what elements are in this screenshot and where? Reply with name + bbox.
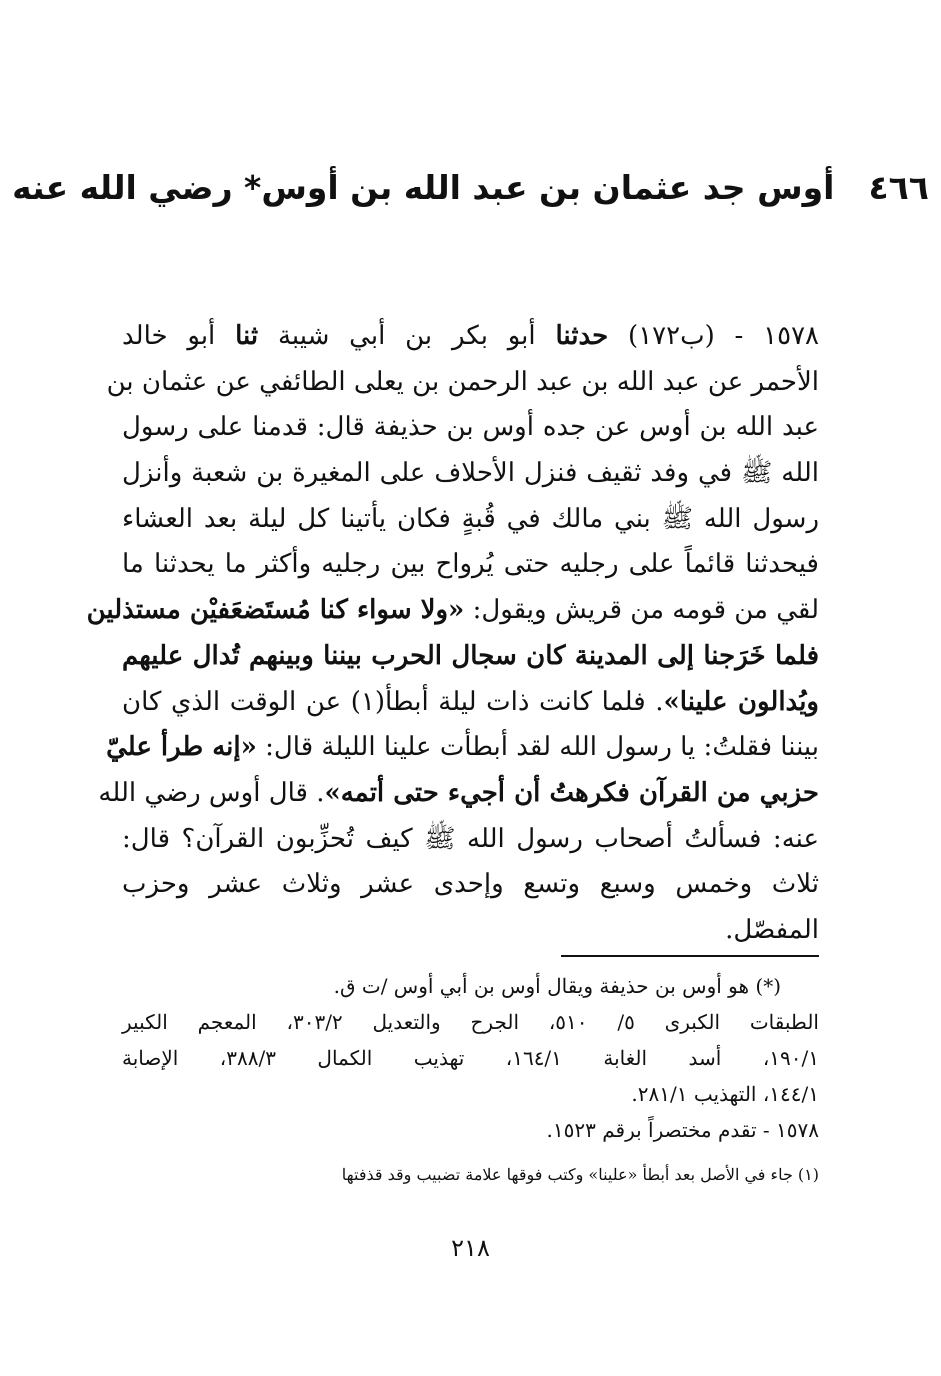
text-run: لقي من قومه من قريش ويقول:	[464, 595, 819, 626]
text-line	[86, 588, 819, 634]
notes-block	[122, 968, 819, 1148]
text-run: عبد الله بن أوس عن جده أوس بن حذيفة قال: قدمنا على رسول	[122, 412, 819, 443]
text-line	[122, 908, 819, 954]
page-number: ٢١٨	[451, 1234, 490, 1262]
section-title: أوس جد عثمان بن عبد الله بن أوس* رضي الله عنه	[12, 168, 835, 207]
text-line	[122, 542, 819, 588]
text-line	[122, 634, 819, 680]
note-line: الطبقات الكبرى ٥/ ٥١٠، الجرح والتعديل ٣٠٣/٢، المعجم الكبير	[122, 1010, 819, 1034]
bold-text-run: ويُدالون علينا»	[663, 686, 819, 717]
note-line: ١٥٧٨ - تقدم مختصراً برقم ١٥٢٣.	[546, 1118, 819, 1142]
text-line	[122, 497, 819, 543]
bold-text-run: حزبي من القرآن فكرهتُ أن أجيء حتى أتمه»	[324, 777, 819, 808]
text-line	[122, 862, 819, 908]
text-run: فيحدثنا قائماً على رجليه حتى يُرواح بين رجليه وأكثر ما يحدثنا ما	[122, 549, 819, 580]
section-heading	[0, 168, 941, 207]
text-line	[122, 314, 819, 360]
text-line	[106, 725, 819, 771]
text-run: أبو بكر بن أبي شيبة	[258, 321, 556, 351]
text-run: رسول الله ﷺ بني مالك في قُبةٍ فكان يأتينا كل ليلة بعد العشاء	[122, 503, 819, 534]
text-run: الأحمر عن عبد الله بن عبد الرحمن بن يعلى الطائفي عن عثمان بن	[106, 366, 819, 397]
text-run: عنه: فسألتُ أصحاب رسول الله ﷺ كيف تُحزِّبون القرآن؟ قال:	[122, 823, 819, 854]
section-number: ٤٦٦	[868, 168, 929, 207]
bold-text-run: حدثنا	[555, 321, 609, 351]
note-line: ١٩٠/١، أسد الغابة ١٦٤/١، تهذيب الكمال ٣٨٨/٣، الإصابة	[122, 1046, 819, 1070]
bold-text-run: «ولا سواء كنا مُستَضعَفيْن مستذلين	[86, 595, 465, 626]
text-run: بيننا فقلتُ: يا رسول الله لقد أبطأت علينا الليلة قال:	[256, 732, 819, 763]
text-run: الله ﷺ في وفد ثقيف فنزل الأحلاف على المغيرة بن شعبة وأنزل	[122, 458, 819, 489]
note-line: (*) هو أوس بن حذيفة ويقال أوس بن أبي أوس /ت ق.	[333, 974, 781, 998]
text-run: . فلما كانت ذات ليلة أبطأ(١) عن الوقت الذي كان	[122, 686, 664, 717]
footnote: (١) جاء في الأصل بعد أبطأ «علينا» وكتب فوقها علامة تضبيب وقد قذفتها	[341, 1165, 819, 1184]
text-run: المفصّل.	[725, 914, 819, 945]
text-line	[122, 405, 819, 451]
text-line	[122, 817, 819, 863]
text-line	[106, 360, 819, 406]
text-run: ١٥٧٨ - (ب١٧٢)	[608, 321, 820, 351]
footnote-divider	[561, 955, 819, 957]
hadith-text	[86, 314, 820, 954]
note-line: ١٤٤/١، التهذيب ٢٨١/١.	[631, 1082, 819, 1106]
text-line	[98, 771, 819, 817]
text-run: . قال أوس رضي الله	[98, 777, 325, 808]
text-line	[122, 451, 819, 497]
text-run: ثلاث وخمس وسبع وتسع وإحدى عشر وثلاث عشر وحزب	[122, 869, 819, 900]
bold-text-run: ثنا	[235, 321, 259, 351]
text-run: أبو خالد	[122, 321, 236, 351]
bold-text-run: فلما خَرَجنا إلى المدينة كان سجال الحرب بيننا وبينهم تُدال عليهم	[122, 640, 820, 671]
text-line	[122, 680, 819, 726]
bold-text-run: «إنه طرأ عليّ	[106, 732, 257, 763]
